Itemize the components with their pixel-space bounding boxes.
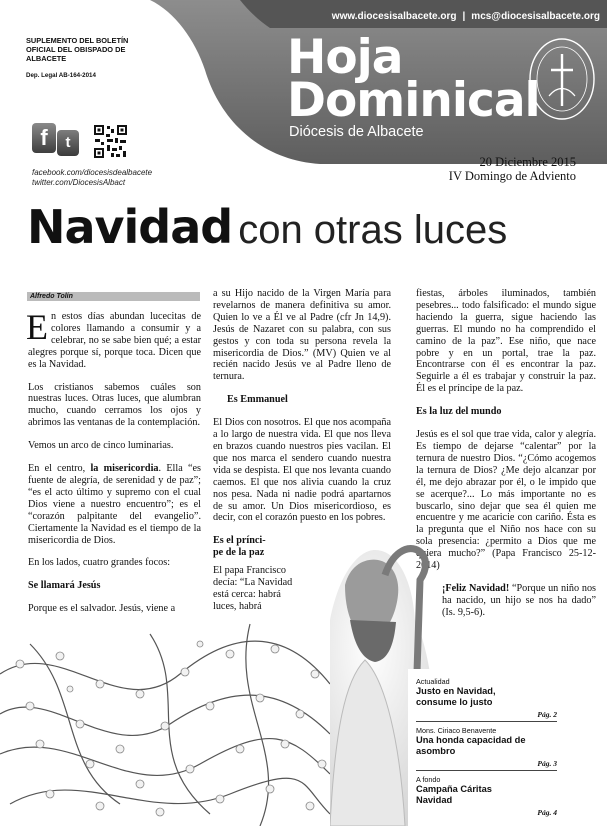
index-title: Campaña Cáritas Navidad [416, 784, 492, 805]
paragraph: ¡Feliz Navidad! “Porque un niño nos ha nacido, un hijo se nos ha dado” (Is. 9,5-6). [442, 582, 596, 618]
qr-code-icon[interactable] [93, 124, 128, 159]
paragraph: a su Hijo nacido de la Virgen María para revelarnos de manera definitiva su amor. Quien lo ve a Él ve al Padre (cfr Jn 14,9). Jesús de Nazaret con su palabra, con sus gestos y con toda su persona revela la misericordia de Dios.” (MV) Quien ve al recién nacido Jesús ve al Padre lleno de ternura. [213, 288, 391, 383]
facebook-link[interactable]: facebook.com/diocesisdealbacete [32, 168, 153, 177]
section-heading: Es Emmanuel [227, 394, 288, 406]
email-link[interactable]: mcs@diocesisalbacete.org [471, 11, 600, 22]
paragraph: El Dios con nosotros. El que nos acompaña a lo largo de nuestra vida. El que nos lleva en brazos cuando nuestros pies vacilan. El que nos marca el sendero cuando nuestra vida se despista. El que nos levanta cuando caemos. El que nos alivia cuando la cruz nos pesa. Nada ni nadie podrá apartarnos de su amor. Un Dios misericordioso, es decir, con el corazón puesto en los pobres. [213, 417, 391, 524]
diocese-seal-icon [527, 36, 597, 122]
contact-line [300, 11, 600, 22]
index-item[interactable] [416, 677, 602, 722]
legal-deposit: Dep. Legal AB-164-2014 [26, 72, 96, 79]
social-links [32, 168, 152, 188]
masthead-title-line2: Dominical [287, 73, 540, 128]
index-page: Pág. 3 [537, 759, 557, 768]
index-title: Justo en Navidad, consume lo justo [416, 686, 496, 707]
index-item[interactable] [416, 726, 602, 771]
issue-date: 20 Diciembre 2015 [479, 155, 576, 169]
main-headline [27, 200, 507, 254]
paragraph: Jesús es el sol que trae vida, calor y alegría. Es tiempo de dejarse “calentar” por la ternura de nuestro Dios. “¿Cómo acogemos la ternura de Dios? ¿Me dejo alcanzar por él, me dejo abrazar por él, o le impido que se acerque?... Lo más importante no es buscarlo, sino dejar que sea él quien me encuentre y me acaricie con cariño. Ésta es la pregunta que el Niño nos hace con su sola presencia: ¿permito a Dios que me quiera mucho?” (Papa Francisco 25-12-2014) [416, 429, 596, 572]
index-item[interactable] [416, 775, 602, 817]
article-column-1 [26, 307, 202, 650]
masthead-title-line1: Hoja [287, 30, 403, 85]
paragraph: Los cristianos sabemos cuáles son nuestras luces. Otras luces, que alumbran mucho, cuando cerramos los ojos y abrimos las ventanas de la contemplación. [28, 381, 201, 429]
section-heading: Se llamará Jesús [28, 580, 101, 592]
paragraph: En los lados, cuatro grandes focos: [28, 557, 171, 569]
paragraph: Porque es el salvador. Jesús, viene a [28, 603, 176, 615]
headline-light: con otras luces [238, 208, 508, 252]
paragraph: En el centro, la misericordia. Ella “es fuente de alegría, de serenidad y de paz”; “es el acto último y supremo con el cual Dios viene a nuestro encuentro”; es el “corazón palpitante del evangelio”. Ciertamente la Navidad es el tiempo de la misericordia de Dios. [28, 463, 202, 546]
index-page: Pág. 4 [537, 808, 557, 817]
drop-cap: E [26, 307, 48, 347]
facebook-icon[interactable]: f [32, 123, 56, 153]
issue-date-block [449, 155, 576, 183]
paragraph: fiestas, árboles iluminados, también pesebres... todo falsificado: el mundo sigue haciendo la guerra, sigue haciendo las guerras. El mundo no ha comprendido el camino de la paz”. Ese niño, que nace pobre y en un portal, trae la paz. Encontrarse con él es encontrar la paz. Seguirle a él es trabajar y construir la paz. Él es el príncipe de la paz. [416, 288, 596, 395]
paragraph: En estos días abundan lucecitas de colores llamando a consumir y a celebrar, no se sabe bien qué; a estar alegres porque sí, porque toca. Dicen que es la Navidad. [26, 307, 201, 370]
twitter-icon[interactable]: t [57, 130, 79, 156]
twitter-link[interactable]: twitter.com/DiocesisAlbact [32, 178, 126, 187]
paragraph: El papa Francisco decía: “La Navidad está cerca: habrá luces, habrá [213, 565, 293, 613]
section-heading: Es la luz del mundo [416, 406, 502, 418]
headline-bold: Navidad [27, 200, 233, 254]
index-page: Pág. 2 [537, 710, 557, 719]
contact-separator: | [462, 11, 466, 22]
issue-index [408, 669, 602, 826]
supplement-note: SUPLEMENTO DEL BOLETÍN OFICIAL DEL OBISPADO DE ALBACETE [26, 36, 129, 63]
website-link[interactable]: www.diocesisalbacete.org [331, 11, 457, 22]
paragraph: Vemos un arco de cinco luminarias. [28, 440, 174, 452]
section-heading: Es el prínci- pe de la paz [213, 535, 266, 559]
article-column-3 [416, 288, 596, 630]
divider [416, 770, 557, 771]
christmas-lights-image [0, 614, 330, 826]
liturgical-day: IV Domingo de Adviento [448, 169, 576, 183]
index-section: A fondo [416, 775, 441, 784]
index-section: Mons. Ciriaco Benavente [416, 726, 497, 735]
index-title: Una honda capacidad de asombro [416, 735, 526, 756]
index-section: Actualidad [416, 677, 450, 686]
divider [416, 721, 557, 722]
masthead-subtitle: Diócesis de Albacete [289, 124, 424, 140]
author-name: Alfredo Tolín [30, 293, 73, 300]
